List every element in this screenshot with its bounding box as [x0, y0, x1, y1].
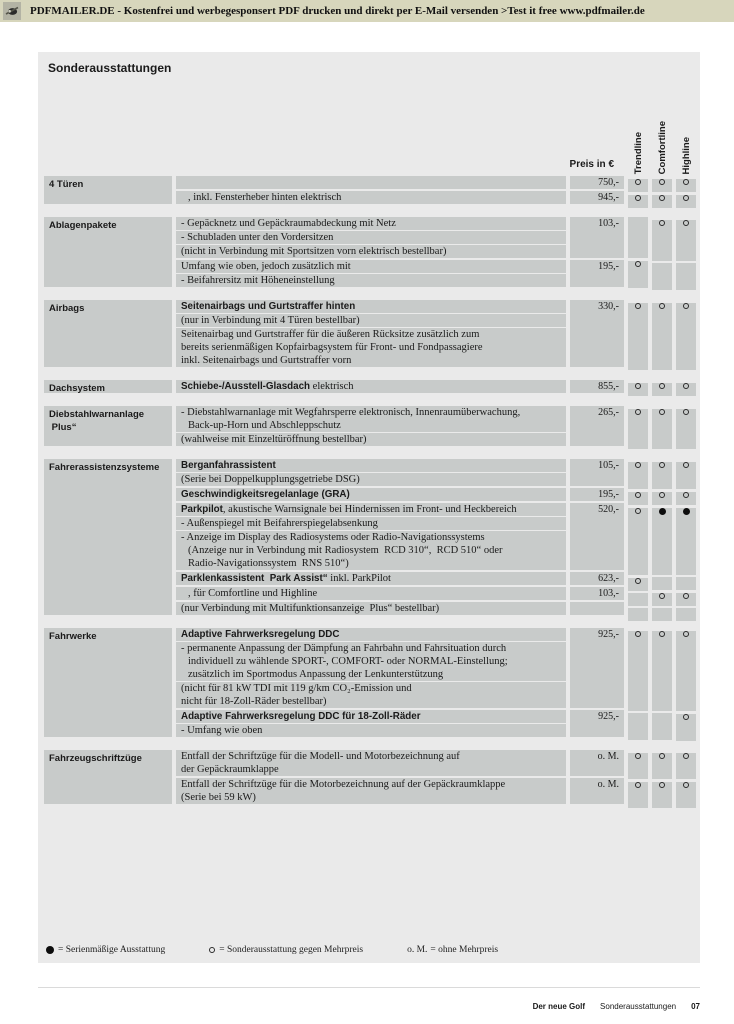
optional-equipment-icon [635, 508, 641, 514]
category-label-line: Dachsystem [49, 383, 105, 394]
category-label-line: Fahrwerke [49, 631, 97, 642]
option-block [176, 191, 566, 204]
optional-equipment-icon [683, 492, 689, 498]
option-group [44, 380, 696, 393]
standard-equipment-icon [659, 508, 666, 515]
option-text-line: - Gepäcknetz und Gepäckraumabdeckung mit Netz [181, 218, 396, 229]
option-text-line: Entfall der Schriftzüge für die Modell- und Motorbezeichnung auf [181, 751, 460, 762]
trim-column-comfortline [652, 380, 672, 396]
option-group [44, 217, 696, 287]
option-row [176, 628, 566, 641]
category-label-line: Ablagenpakete [49, 220, 117, 231]
option-text-line: zusätzlich im Sportmodus Anpassung der Lenkunterstützung [188, 669, 444, 680]
price-cell: 925,- [570, 628, 624, 708]
option-row [176, 380, 566, 393]
category-label [44, 459, 172, 615]
option-row [176, 459, 566, 472]
description-column [176, 459, 566, 615]
legend-text: = ohne Mehrpreis [430, 945, 499, 955]
trim-availability-cell [652, 383, 672, 396]
trim-availability-cell [652, 593, 672, 606]
option-text-line: - permanente Anpassung der Dämpfung an Fahrbahn und Fahrsituation durch [181, 643, 507, 654]
option-row [176, 260, 566, 273]
option-row [176, 682, 566, 708]
trim-column-highline [676, 750, 696, 808]
trim-header-label: Trendline [632, 131, 644, 174]
description-column [176, 300, 566, 367]
option-row [176, 300, 566, 313]
option-text-line: Adaptive Fahrwerksregelung DDC für 18-Zoll-Räder [181, 711, 421, 722]
optional-equipment-icon [635, 578, 641, 584]
option-text-line: Seitenairbag und Gurtstraffer für die äußeren Rücksitze zusätzlich zum [181, 329, 480, 340]
option-block [176, 602, 566, 615]
optional-equipment-icon [659, 631, 665, 637]
optional-equipment-icon [659, 782, 665, 788]
option-text-line: Umfang wie oben, jedoch zusätzlich mit [181, 261, 351, 272]
optional-equipment-icon [635, 303, 641, 309]
trim-availability-cell [652, 492, 672, 505]
price-cell: 520,- [570, 503, 624, 570]
option-row [176, 778, 566, 804]
option-block [176, 217, 566, 258]
optional-equipment-icon [683, 409, 689, 415]
option-text-line: Seitenairbags und Gurtstraffer hinten [181, 301, 356, 312]
trim-availability-cell [628, 179, 648, 192]
price-cell: o. M. [570, 778, 624, 804]
option-block [176, 380, 566, 393]
option-text-line: (Serie bei Doppelkupplungsgetriebe DSG) [181, 474, 360, 485]
category-label [44, 628, 172, 737]
option-row [176, 750, 566, 776]
legend-text: = Sonderausstattung gegen Mehrpreis [219, 945, 364, 955]
price-column [570, 300, 624, 367]
optional-equipment-icon [635, 753, 641, 759]
trim-column-highline [676, 406, 696, 449]
option-block [176, 260, 566, 287]
option-group [44, 459, 696, 615]
option-text-line: Schiebe-/Ausstell-Glasdach elektrisch [181, 381, 354, 392]
optional-equipment-icon [683, 195, 689, 201]
description-column [176, 628, 566, 737]
optional-equipment-icon [659, 303, 665, 309]
trim-availability-cell [676, 303, 696, 370]
trim-availability-cell [676, 179, 696, 192]
trim-header-comfortline [652, 80, 672, 174]
option-text-line: , inkl. Fensterheber hinten elektrisch [188, 192, 342, 203]
trim-availability-cell [628, 631, 648, 711]
trim-availability-cell [676, 195, 696, 208]
trim-availability-cell [652, 508, 672, 575]
trim-availability-cell [628, 462, 648, 489]
optional-equipment-icon [683, 179, 689, 185]
optional-equipment-icon [635, 179, 641, 185]
trim-column-comfortline [652, 406, 672, 449]
optional-equipment-icon [635, 195, 641, 201]
footer-brand: Der neue Golf [532, 1002, 586, 1011]
legend-symbol-text: o. M. [407, 945, 428, 955]
optional-equipment-icon [635, 631, 641, 637]
trim-availability-cell [676, 608, 696, 621]
option-text-line: , für Comfortline und Highline [188, 588, 318, 599]
trim-availability-cell [676, 577, 696, 590]
optional-equipment-icon [659, 492, 665, 498]
option-group [44, 300, 696, 367]
option-row [176, 724, 566, 737]
option-row [176, 602, 566, 615]
option-text-line: Adaptive Fahrwerksregelung DDC [181, 629, 340, 640]
optional-equipment-icon [659, 383, 665, 389]
option-block [176, 778, 566, 804]
trim-availability-cell [652, 220, 672, 261]
trim-column-comfortline [652, 217, 672, 290]
trim-availability-cell [676, 462, 696, 489]
options-table [44, 176, 696, 817]
page-title: Sonderausstattungen [48, 61, 172, 75]
optional-equipment-icon [683, 753, 689, 759]
price-column [570, 380, 624, 393]
trim-column-comfortline [652, 459, 672, 621]
description-column [176, 176, 566, 204]
option-row [176, 231, 566, 244]
optional-equipment-icon [683, 714, 689, 720]
category-label [44, 176, 172, 204]
option-block [176, 750, 566, 776]
optional-equipment-icon [659, 195, 665, 201]
footer-rule [38, 987, 700, 988]
option-text-line: - Außenspiegel mit Beifahrerspiegelabsenkung [181, 518, 378, 529]
category-label-line: Fahrzeugschriftzüge [49, 753, 142, 764]
price-column-header: Preis in € [569, 159, 614, 170]
optional-equipment-icon [635, 409, 641, 415]
option-text-line: (nur in Verbindung mit 4 Türen bestellbar) [181, 315, 360, 326]
trim-availability-cell [676, 714, 696, 741]
option-text-line: Parkpilot, akustische Warnsignale bei Hindernissen im Front- und Heckbereich [181, 504, 517, 515]
trim-header-label: Comfortline [656, 120, 668, 174]
option-row [176, 176, 566, 189]
optional-equipment-icon [683, 220, 689, 226]
optional-equipment-icon [683, 631, 689, 637]
price-column [570, 217, 624, 287]
optional-equipment-icon [635, 492, 641, 498]
option-group [44, 628, 696, 737]
category-label [44, 750, 172, 804]
trim-availability-cell [628, 578, 648, 591]
trim-column-trendline [628, 176, 648, 208]
trim-availability-cell [676, 508, 696, 575]
optional-equipment-icon [635, 261, 641, 267]
optional-equipment-icon [683, 593, 689, 599]
optional-equipment-icon [659, 220, 665, 226]
option-text-line: (nicht für 81 kW TDI mit 119 g/km CO₂-Emission und [181, 683, 412, 694]
option-text-line: Back-up-Horn und Abschleppschutz [188, 420, 341, 431]
optional-equipment-icon [635, 383, 641, 389]
option-row [176, 217, 566, 230]
option-row [176, 433, 566, 446]
option-row [176, 245, 566, 258]
trim-availability-cell [628, 782, 648, 808]
option-block [176, 710, 566, 737]
optional-equipment-icon [635, 462, 641, 468]
trim-column-comfortline [652, 628, 672, 740]
price-cell: o. M. [570, 750, 624, 776]
option-text-line: - Diebstahlwarnanlage mit Wegfahrsperre elektronisch, Innenraumüberwachung, [181, 407, 521, 418]
trim-column-trendline [628, 750, 648, 808]
option-block [176, 459, 566, 486]
price-column [570, 459, 624, 615]
price-cell: 103,- [570, 217, 624, 258]
option-text-line: - Schubladen unter den Vordersitzen [181, 232, 334, 243]
trim-availability-cell [628, 261, 648, 288]
trim-availability-cell [676, 753, 696, 779]
trim-column-highline [676, 628, 696, 741]
footer-section: Sonderausstattungen [600, 1002, 677, 1011]
trim-column-trendline [628, 217, 648, 288]
option-text-line: inkl. Seitenairbags und Gurtstraffer vorn [181, 355, 352, 366]
trim-column-comfortline [652, 300, 672, 370]
option-text-line: - Anzeige im Display des Radiosystems oder Radio-Navigationssystems [181, 532, 485, 543]
trim-availability-cell [628, 303, 648, 370]
trim-availability-cell [652, 631, 672, 711]
trim-availability-cell [628, 195, 648, 208]
option-text-line: nicht für 18-Zoll-Räder bestellbar) [181, 696, 327, 707]
price-cell: 195,- [570, 260, 624, 287]
option-text-line: - Umfang wie oben [181, 725, 263, 736]
optional-equipment-icon [659, 593, 665, 599]
option-text-line [176, 176, 566, 189]
trim-header-label: Highline [680, 136, 692, 174]
option-row [176, 642, 566, 681]
category-label-line: Fahrerassistenzsysteme [49, 462, 160, 473]
optional-equipment-icon [683, 383, 689, 389]
legend-item [407, 945, 498, 955]
option-row [176, 328, 566, 367]
option-block [176, 503, 566, 570]
trim-availability-cell [652, 409, 672, 449]
option-row [176, 587, 566, 600]
trim-availability-cell [676, 492, 696, 505]
category-label [44, 380, 172, 393]
option-row [176, 406, 566, 432]
pdfmailer-ad-link[interactable]: PDFMAILER.DE - Kostenfrei und werbegesponsert PDF drucken und direkt per E-Mail versenden >Test it free www.pdfmailer.de [30, 5, 645, 17]
trim-availability-cell [676, 263, 696, 290]
option-text-line: Geschwindigkeitsregelanlage (GRA) [181, 489, 350, 500]
trim-column-trendline [628, 300, 648, 370]
option-text-line: Parklenkassistent Park Assist“ inkl. ParkPilot [181, 573, 391, 584]
trim-availability-cell [676, 220, 696, 261]
option-group [44, 176, 696, 204]
trim-column-trendline [628, 380, 648, 396]
optional-equipment-icon [683, 303, 689, 309]
trim-availability-cell [676, 383, 696, 396]
optional-equipment-icon [683, 462, 689, 468]
trim-availability-cell [652, 608, 672, 621]
option-row [176, 710, 566, 723]
trim-availability-cell [628, 409, 648, 449]
trim-availability-cell [652, 263, 672, 290]
price-column [570, 628, 624, 737]
trim-availability-cell [652, 713, 672, 740]
option-block [176, 300, 566, 367]
option-block [176, 587, 566, 600]
trim-availability-cell [628, 492, 648, 505]
price-cell: 945,- [570, 191, 624, 204]
price-cell: 105,- [570, 459, 624, 486]
trim-availability-cell [676, 409, 696, 449]
price-column [570, 176, 624, 204]
optional-equipment-icon [659, 462, 665, 468]
price-cell: 330,- [570, 300, 624, 367]
legend-text: = Serienmäßige Ausstattung [58, 945, 166, 955]
trim-availability-cell [628, 383, 648, 396]
legend-item [46, 945, 165, 955]
description-column [176, 217, 566, 287]
trim-column-highline [676, 300, 696, 370]
option-text-line: Radio-Navigationssystem RNS 510“) [188, 558, 349, 569]
option-text-line: (nicht in Verbindung mit Sportsitzen vorn elektrisch bestellbar) [181, 246, 447, 257]
trim-availability-cell [628, 217, 648, 258]
option-text-line: (nur Verbindung mit Multifunktionsanzeige Plus“ bestellbar) [181, 603, 440, 614]
trim-availability-cell [652, 462, 672, 489]
trim-column-highline [676, 217, 696, 290]
trim-column-trendline [628, 628, 648, 740]
option-text-line: Entfall der Schriftzüge für die Motorbezeichnung auf der Gepäckraumklappe [181, 779, 506, 790]
category-label [44, 406, 172, 446]
option-group [44, 406, 696, 446]
description-column [176, 380, 566, 393]
option-block [176, 572, 566, 585]
price-cell: 195,- [570, 488, 624, 501]
option-row [176, 191, 566, 204]
trim-availability-cell [676, 631, 696, 711]
option-block [176, 176, 566, 189]
trim-availability-cell [628, 753, 648, 779]
optional-equipment-icon [635, 782, 641, 788]
price-cell: 750,- [570, 176, 624, 189]
option-row [176, 572, 566, 585]
legend [46, 945, 498, 955]
page-footer [533, 1002, 700, 1011]
option-row [176, 503, 566, 516]
option-row [176, 473, 566, 486]
option-row [176, 517, 566, 530]
trim-header-trendline [628, 80, 648, 174]
option-text-line: individuell zu wählende SPORT-, COMFORT- oder NORMAL-Einstellung; [188, 656, 508, 667]
optional-equipment-icon [659, 179, 665, 185]
trim-availability-cell [652, 195, 672, 208]
legend-item [209, 945, 363, 955]
option-text-line: Berganfahrassistent [181, 460, 276, 471]
price-cell: 623,- [570, 572, 624, 585]
trim-availability-cell [676, 593, 696, 606]
option-group [44, 750, 696, 804]
trim-availability-cell [652, 303, 672, 370]
option-text-line: (Serie bei 59 kW) [181, 792, 256, 803]
trim-availability-cell [676, 782, 696, 808]
price-cell: 265,- [570, 406, 624, 446]
category-label [44, 300, 172, 367]
optional-equipment-icon [659, 753, 665, 759]
category-label-line: Diebstahlwarnanlage [49, 409, 145, 420]
price-cell: 103,- [570, 587, 624, 600]
option-row [176, 274, 566, 287]
trim-header-highline [676, 80, 696, 174]
trim-column-highline [676, 176, 696, 208]
description-column [176, 750, 566, 804]
trim-availability-cell [628, 608, 648, 621]
trim-availability-cell [628, 593, 648, 606]
trim-availability-cell [628, 508, 648, 575]
trim-column-comfortline [652, 750, 672, 808]
footer-page-number: 07 [691, 1002, 700, 1011]
trim-column-highline [676, 459, 696, 621]
trim-availability-cell [628, 713, 648, 740]
optional-equipment-icon [659, 409, 665, 415]
category-label-line: Airbags [49, 303, 85, 314]
option-text-line: - Beifahrersitz mit Höheneinstellung [181, 275, 335, 286]
option-row [176, 314, 566, 327]
optional-equipment-icon [683, 782, 689, 788]
price-column [570, 750, 624, 804]
category-label-line: 4 Türen [49, 179, 84, 190]
option-text-line: der Gepäckraumklappe [181, 764, 279, 775]
trim-column-highline [676, 380, 696, 396]
description-column [176, 406, 566, 446]
pdfmailer-logo-icon [3, 2, 21, 20]
standard-equipment-icon [683, 508, 690, 515]
price-column [570, 406, 624, 446]
options-sheet-panel [38, 52, 700, 963]
price-cell: 925,- [570, 710, 624, 737]
option-block [176, 406, 566, 446]
category-label [44, 217, 172, 287]
option-block [176, 628, 566, 708]
option-text-line: bereits serienmäßigen Kopfairbagsystem für Front- und Fondpassagiere [181, 342, 483, 353]
option-text-line: (wahlweise mit Einzeltüröffnung bestellbar) [181, 434, 367, 445]
price-cell: 855,- [570, 380, 624, 393]
option-row [176, 488, 566, 501]
trim-column-comfortline [652, 176, 672, 208]
optional-equipment-icon [209, 947, 215, 953]
category-label-line: Plus“ [49, 422, 77, 433]
trim-availability-cell [652, 782, 672, 808]
pdfmailer-ad-banner [0, 0, 734, 22]
trim-column-trendline [628, 459, 648, 621]
price-cell [570, 602, 624, 615]
trim-availability-cell [652, 753, 672, 779]
option-text-line: (Anzeige nur in Verbindung mit Radiosystem RCD 310“, RCD 510“ oder [188, 545, 503, 556]
trim-column-trendline [628, 406, 648, 449]
standard-equipment-icon [46, 946, 54, 954]
option-row [176, 531, 566, 570]
trim-availability-cell [652, 577, 672, 590]
trim-availability-cell [652, 179, 672, 192]
option-block [176, 488, 566, 501]
